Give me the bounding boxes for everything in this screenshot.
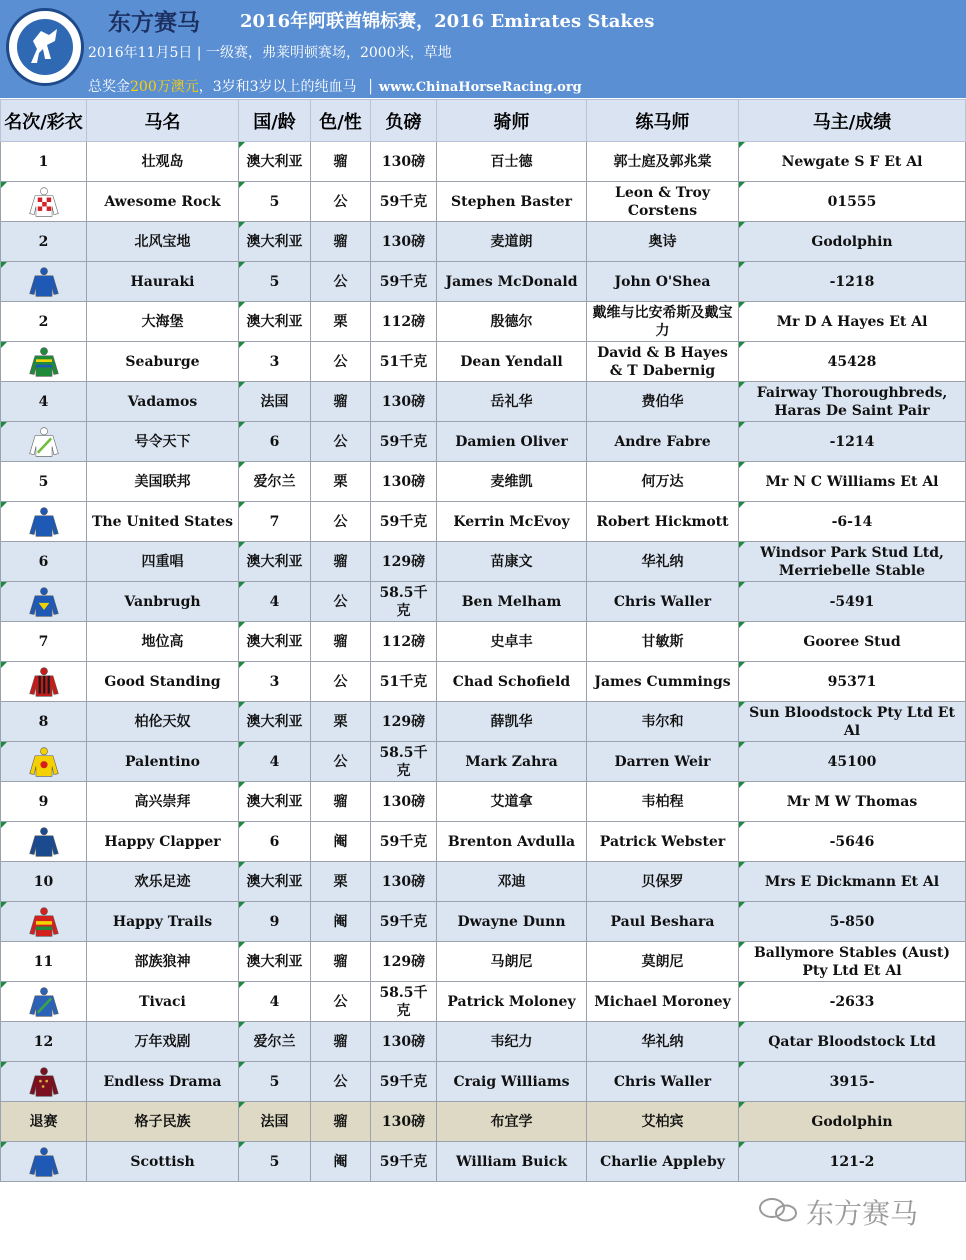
- runner-row-cn: [1, 382, 966, 422]
- form: -6-14: [739, 502, 966, 542]
- trainer-cn: 贝保罗: [587, 862, 739, 902]
- jockey-silks: [1, 902, 87, 942]
- runner-row-en: [1, 982, 966, 1022]
- jockey-silks: [1, 1062, 87, 1102]
- sex: 阉: [311, 902, 371, 942]
- sex: 公: [311, 422, 371, 462]
- runner-row-cn: [1, 302, 966, 342]
- owner: Sun Bloodstock Pty Ltd Et Al: [739, 702, 966, 742]
- runner-row-en: [1, 1062, 966, 1102]
- sex: 阉: [311, 1142, 371, 1182]
- weight-lb: 129磅: [371, 702, 437, 742]
- trainer-cn: 甘敏斯: [587, 622, 739, 662]
- trainer-en: Patrick Webster: [587, 822, 739, 862]
- sex: 公: [311, 1062, 371, 1102]
- runner-row-cn: [1, 622, 966, 662]
- horse-name-cn: 地位高: [87, 622, 239, 662]
- rank: 2: [1, 302, 87, 342]
- runner-row-en: [1, 502, 966, 542]
- jockey-en: Stephen Baster: [437, 182, 587, 222]
- form: 01555: [739, 182, 966, 222]
- rank: 7: [1, 622, 87, 662]
- owner: Mr M W Thomas: [739, 782, 966, 822]
- country: 澳大利亚: [239, 302, 311, 342]
- horse-name-cn: Vadamos: [87, 382, 239, 422]
- jockey-en: Dean Yendall: [437, 342, 587, 382]
- age: 9: [239, 902, 311, 942]
- runner-row-en: [1, 262, 966, 302]
- weight-kg: 59千克: [371, 262, 437, 302]
- rank: 12: [1, 1022, 87, 1062]
- rank: 5: [1, 462, 87, 502]
- weight-lb: 130磅: [371, 222, 437, 262]
- jockey-silks: [1, 182, 87, 222]
- jockey-en: Dwayne Dunn: [437, 902, 587, 942]
- weight-kg: 59千克: [371, 822, 437, 862]
- prize-suffix: ，3岁和3岁以上的纯血马: [198, 79, 357, 95]
- owner: Mrs E Dickmann Et Al: [739, 862, 966, 902]
- weight-kg: 59千克: [371, 902, 437, 942]
- weight-lb: 130磅: [371, 382, 437, 422]
- col-header-weight: 负磅: [371, 100, 437, 142]
- silks-icon: [27, 914, 61, 930]
- horse-name-cn: 壮观岛: [87, 142, 239, 182]
- country: 澳大利亚: [239, 782, 311, 822]
- runner-row-cn: [1, 462, 966, 502]
- owner: Ballymore Stables (Aust) Pty Ltd Et Al: [739, 942, 966, 982]
- runner-row-cn: [1, 142, 966, 182]
- trainer-en: Darren Weir: [587, 742, 739, 782]
- weight-kg: 59千克: [371, 422, 437, 462]
- horse-color: 骝: [311, 782, 371, 822]
- weight-lb: 130磅: [371, 1102, 437, 1142]
- country: 澳大利亚: [239, 622, 311, 662]
- horse-color: 骝: [311, 942, 371, 982]
- country: 爱尔兰: [239, 1022, 311, 1062]
- silks-icon: [27, 594, 61, 610]
- silks-icon: [27, 1154, 61, 1170]
- rank: 10: [1, 862, 87, 902]
- horse-name-cn: 欢乐足迹: [87, 862, 239, 902]
- silks-icon: [27, 834, 61, 850]
- age: 6: [239, 422, 311, 462]
- horse-color: 骝: [311, 382, 371, 422]
- form: -2633: [739, 982, 966, 1022]
- trainer-en: John O'Shea: [587, 262, 739, 302]
- trainer-en: Paul Beshara: [587, 902, 739, 942]
- rank: 6: [1, 542, 87, 582]
- horse-name-en: 号令天下: [87, 422, 239, 462]
- horse-name-en: Good Standing: [87, 662, 239, 702]
- weight-kg: 59千克: [371, 1062, 437, 1102]
- horse-name-cn: 万年戏剧: [87, 1022, 239, 1062]
- age: 4: [239, 742, 311, 782]
- rank: 2: [1, 222, 87, 262]
- trainer-cn: 华礼纳: [587, 542, 739, 582]
- jockey-silks: [1, 502, 87, 542]
- jockey-cn: 麦维凯: [437, 462, 587, 502]
- sex: 公: [311, 662, 371, 702]
- form: -5646: [739, 822, 966, 862]
- horse-name-cn: 部族狼神: [87, 942, 239, 982]
- jockey-cn: 苗康文: [437, 542, 587, 582]
- race-subtitle: 2016年11月5日 | 一级赛，弗莱明顿赛场，2000米，草地: [88, 45, 452, 61]
- owner: Newgate S F Et Al: [739, 142, 966, 182]
- weight-lb: 112磅: [371, 302, 437, 342]
- horse-color: 栗: [311, 702, 371, 742]
- age: 6: [239, 822, 311, 862]
- jockey-en: Chad Schofield: [437, 662, 587, 702]
- runner-row-en: [1, 582, 966, 622]
- trainer-cn: 郭士庭及郭兆棠: [587, 142, 739, 182]
- jockey-cn: 史卓丰: [437, 622, 587, 662]
- trainer-en: David & B Hayes & T Dabernig: [587, 342, 739, 382]
- jockey-en: Damien Oliver: [437, 422, 587, 462]
- sex: 公: [311, 742, 371, 782]
- horse-name-cn: 四重唱: [87, 542, 239, 582]
- trainer-cn: 何万达: [587, 462, 739, 502]
- horse-name-en: Hauraki: [87, 262, 239, 302]
- weight-lb: 112磅: [371, 622, 437, 662]
- rank: 4: [1, 382, 87, 422]
- trainer-en: Chris Waller: [587, 1062, 739, 1102]
- horse-color: 骝: [311, 622, 371, 662]
- jockey-cn: 殷德尔: [437, 302, 587, 342]
- weight-kg: 59千克: [371, 1142, 437, 1182]
- horse-name-en: Tivaci: [87, 982, 239, 1022]
- race-title: 2016年阿联酋锦标赛，2016 Emirates Stakes: [240, 11, 655, 32]
- owner: Mr D A Hayes Et Al: [739, 302, 966, 342]
- jockey-cn: 布宜学: [437, 1102, 587, 1142]
- jockey-silks: [1, 342, 87, 382]
- silks-icon: [27, 194, 61, 210]
- silks-icon: [27, 514, 61, 530]
- jockey-en: William Buick: [437, 1142, 587, 1182]
- jockey-cn: 百士德: [437, 142, 587, 182]
- trainer-cn: 莫朗尼: [587, 942, 739, 982]
- silks-icon: [27, 1074, 61, 1090]
- silks-icon: [27, 754, 61, 770]
- horse-name-cn: 北风宝地: [87, 222, 239, 262]
- weight-kg: 58.5千克: [371, 742, 437, 782]
- weight-lb: 129磅: [371, 942, 437, 982]
- jockey-en: Craig Williams: [437, 1062, 587, 1102]
- horse-name-cn: 大海堡: [87, 302, 239, 342]
- silks-icon: [27, 674, 61, 690]
- jockey-en: James McDonald: [437, 262, 587, 302]
- horse-name-en: Awesome Rock: [87, 182, 239, 222]
- jockey-cn: 麦道朗: [437, 222, 587, 262]
- runner-row-cn: [1, 1102, 966, 1142]
- brand-title: 东方赛马: [108, 9, 200, 36]
- weight-lb: 130磅: [371, 142, 437, 182]
- trainer-en: Chris Waller: [587, 582, 739, 622]
- country: 澳大利亚: [239, 862, 311, 902]
- rank: 8: [1, 702, 87, 742]
- owner: Godolphin: [739, 1102, 966, 1142]
- horse-name-en: Scottish: [87, 1142, 239, 1182]
- country: 法国: [239, 382, 311, 422]
- trainer-en: Charlie Appleby: [587, 1142, 739, 1182]
- runner-row-cn: [1, 942, 966, 982]
- runner-row-cn: [1, 782, 966, 822]
- country: 澳大利亚: [239, 142, 311, 182]
- trainer-en: James Cummings: [587, 662, 739, 702]
- sex: 公: [311, 582, 371, 622]
- age: 4: [239, 582, 311, 622]
- weight-kg: 59千克: [371, 182, 437, 222]
- col-header-owner-form: 马主/成绩: [739, 100, 966, 142]
- form: 121-2: [739, 1142, 966, 1182]
- horse-color: 栗: [311, 302, 371, 342]
- jockey-silks: [1, 582, 87, 622]
- trainer-en: Leon & Troy Corstens: [587, 182, 739, 222]
- col-header-country-age: 国/龄: [239, 100, 311, 142]
- jockey-en: Ben Melham: [437, 582, 587, 622]
- weight-lb: 130磅: [371, 462, 437, 502]
- horse-name-cn: 格子民族: [87, 1102, 239, 1142]
- silks-icon: [27, 994, 61, 1010]
- runner-row-cn: [1, 702, 966, 742]
- horse-name-cn: 柏伦天奴: [87, 702, 239, 742]
- runner-row-en: [1, 342, 966, 382]
- weight-lb: 130磅: [371, 862, 437, 902]
- weight-kg: 58.5千克: [371, 982, 437, 1022]
- runner-row-cn: [1, 222, 966, 262]
- jockey-silks: [1, 982, 87, 1022]
- jockey-en: Brenton Avdulla: [437, 822, 587, 862]
- runner-row-en: [1, 822, 966, 862]
- rank: 1: [1, 142, 87, 182]
- form: -1218: [739, 262, 966, 302]
- horse-name-en: Endless Drama: [87, 1062, 239, 1102]
- trainer-en: Robert Hickmott: [587, 502, 739, 542]
- runner-row-en: [1, 662, 966, 702]
- weight-lb: 129磅: [371, 542, 437, 582]
- horse-name-cn: 高兴崇拜: [87, 782, 239, 822]
- owner: Godolphin: [739, 222, 966, 262]
- jockey-silks: [1, 1142, 87, 1182]
- prize-prefix: 总奖金: [88, 79, 130, 95]
- owner: Mr N C Williams Et Al: [739, 462, 966, 502]
- jockey-silks: [1, 662, 87, 702]
- rank: 11: [1, 942, 87, 982]
- runner-row-en: [1, 1142, 966, 1182]
- form: 95371: [739, 662, 966, 702]
- trainer-cn: 艾柏宾: [587, 1102, 739, 1142]
- age: 3: [239, 662, 311, 702]
- jockey-silks: [1, 422, 87, 462]
- form: 5-850: [739, 902, 966, 942]
- form: 45428: [739, 342, 966, 382]
- weight-lb: 130磅: [371, 782, 437, 822]
- horse-name-en: Happy Clapper: [87, 822, 239, 862]
- weight-kg: 59千克: [371, 502, 437, 542]
- country: 爱尔兰: [239, 462, 311, 502]
- col-header-rank: 名次/彩衣: [1, 100, 87, 142]
- horse-color: 骝: [311, 222, 371, 262]
- sex: 公: [311, 182, 371, 222]
- age: 5: [239, 182, 311, 222]
- col-header-jockey: 骑师: [437, 100, 587, 142]
- age: 4: [239, 982, 311, 1022]
- sex: 公: [311, 262, 371, 302]
- age: 5: [239, 1062, 311, 1102]
- silks-icon: [27, 354, 61, 370]
- horse-name-en: Vanbrugh: [87, 582, 239, 622]
- jockey-silks: [1, 822, 87, 862]
- horse-name-en: Palentino: [87, 742, 239, 782]
- owner: Gooree Stud: [739, 622, 966, 662]
- trainer-cn: 费伯华: [587, 382, 739, 422]
- age: 3: [239, 342, 311, 382]
- weight-kg: 58.5千克: [371, 582, 437, 622]
- age: 5: [239, 262, 311, 302]
- silks-icon: [27, 274, 61, 290]
- sex: 公: [311, 502, 371, 542]
- weight-lb: 130磅: [371, 1022, 437, 1062]
- horse-color: 栗: [311, 462, 371, 502]
- jockey-cn: 韦纪力: [437, 1022, 587, 1062]
- trainer-cn: 奥诗: [587, 222, 739, 262]
- col-header-trainer: 练马师: [587, 100, 739, 142]
- header-banner: [0, 0, 966, 98]
- table-header-row: [1, 100, 966, 142]
- horse-color: 骝: [311, 1102, 371, 1142]
- horse-name-en: Happy Trails: [87, 902, 239, 942]
- runner-row-en: [1, 182, 966, 222]
- runners-table: [0, 99, 966, 1182]
- horse-name-en: Seaburge: [87, 342, 239, 382]
- country: 法国: [239, 1102, 311, 1142]
- jockey-cn: 薛凯华: [437, 702, 587, 742]
- horse-color: 骝: [311, 1022, 371, 1062]
- jockey-cn: 艾道拿: [437, 782, 587, 822]
- jockey-cn: 邓迪: [437, 862, 587, 902]
- jockey-en: Patrick Moloney: [437, 982, 587, 1022]
- horse-name-cn: 美国联邦: [87, 462, 239, 502]
- watermark-text: 东方赛马: [806, 1197, 919, 1230]
- runner-row-en: [1, 902, 966, 942]
- china-horse-racing-logo: [6, 8, 84, 86]
- country: 澳大利亚: [239, 222, 311, 262]
- trainer-en: Andre Fabre: [587, 422, 739, 462]
- horse-color: 骝: [311, 542, 371, 582]
- website-link[interactable]: │ www.ChinaHorseRacing.org: [366, 80, 582, 95]
- jockey-en: Kerrin McEvoy: [437, 502, 587, 542]
- age: 5: [239, 1142, 311, 1182]
- jockey-silks: [1, 262, 87, 302]
- form: -5491: [739, 582, 966, 622]
- jockey-cn: 岳礼华: [437, 382, 587, 422]
- owner: Windsor Park Stud Ltd, Merriebelle Stable: [739, 542, 966, 582]
- col-header-horse: 马名: [87, 100, 239, 142]
- rank: 退赛: [1, 1102, 87, 1142]
- silks-icon: [27, 434, 61, 450]
- horse-name-en: The United States: [87, 502, 239, 542]
- sex: 公: [311, 342, 371, 382]
- runner-row-cn: [1, 1022, 966, 1062]
- jockey-cn: 马朗尼: [437, 942, 587, 982]
- sex: 阉: [311, 822, 371, 862]
- trainer-cn: 华礼纳: [587, 1022, 739, 1062]
- horse-color: 骝: [311, 142, 371, 182]
- form: -1214: [739, 422, 966, 462]
- trainer-en: Michael Moroney: [587, 982, 739, 1022]
- runner-row-en: [1, 422, 966, 462]
- jockey-silks: [1, 742, 87, 782]
- owner: Fairway Thoroughbreds, Haras De Saint Pair: [739, 382, 966, 422]
- runner-row-cn: [1, 542, 966, 582]
- country: 澳大利亚: [239, 942, 311, 982]
- weight-kg: 51千克: [371, 662, 437, 702]
- prize-amount: 200万澳元: [130, 79, 199, 95]
- weight-kg: 51千克: [371, 342, 437, 382]
- horse-color: 栗: [311, 862, 371, 902]
- prize-line: [88, 76, 582, 96]
- form: 45100: [739, 742, 966, 782]
- trainer-cn: 韦柏程: [587, 782, 739, 822]
- owner: Qatar Bloodstock Ltd: [739, 1022, 966, 1062]
- form: 3915-: [739, 1062, 966, 1102]
- age: 7: [239, 502, 311, 542]
- runner-row-cn: [1, 862, 966, 902]
- country: 澳大利亚: [239, 702, 311, 742]
- runner-row-en: [1, 742, 966, 782]
- sex: 公: [311, 982, 371, 1022]
- trainer-cn: 韦尔和: [587, 702, 739, 742]
- country: 澳大利亚: [239, 542, 311, 582]
- rank: 9: [1, 782, 87, 822]
- wechat-icon: [756, 1196, 800, 1224]
- jockey-en: Mark Zahra: [437, 742, 587, 782]
- col-header-color-sex: 色/性: [311, 100, 371, 142]
- trainer-cn: 戴维与比安希斯及戴宝力: [587, 302, 739, 342]
